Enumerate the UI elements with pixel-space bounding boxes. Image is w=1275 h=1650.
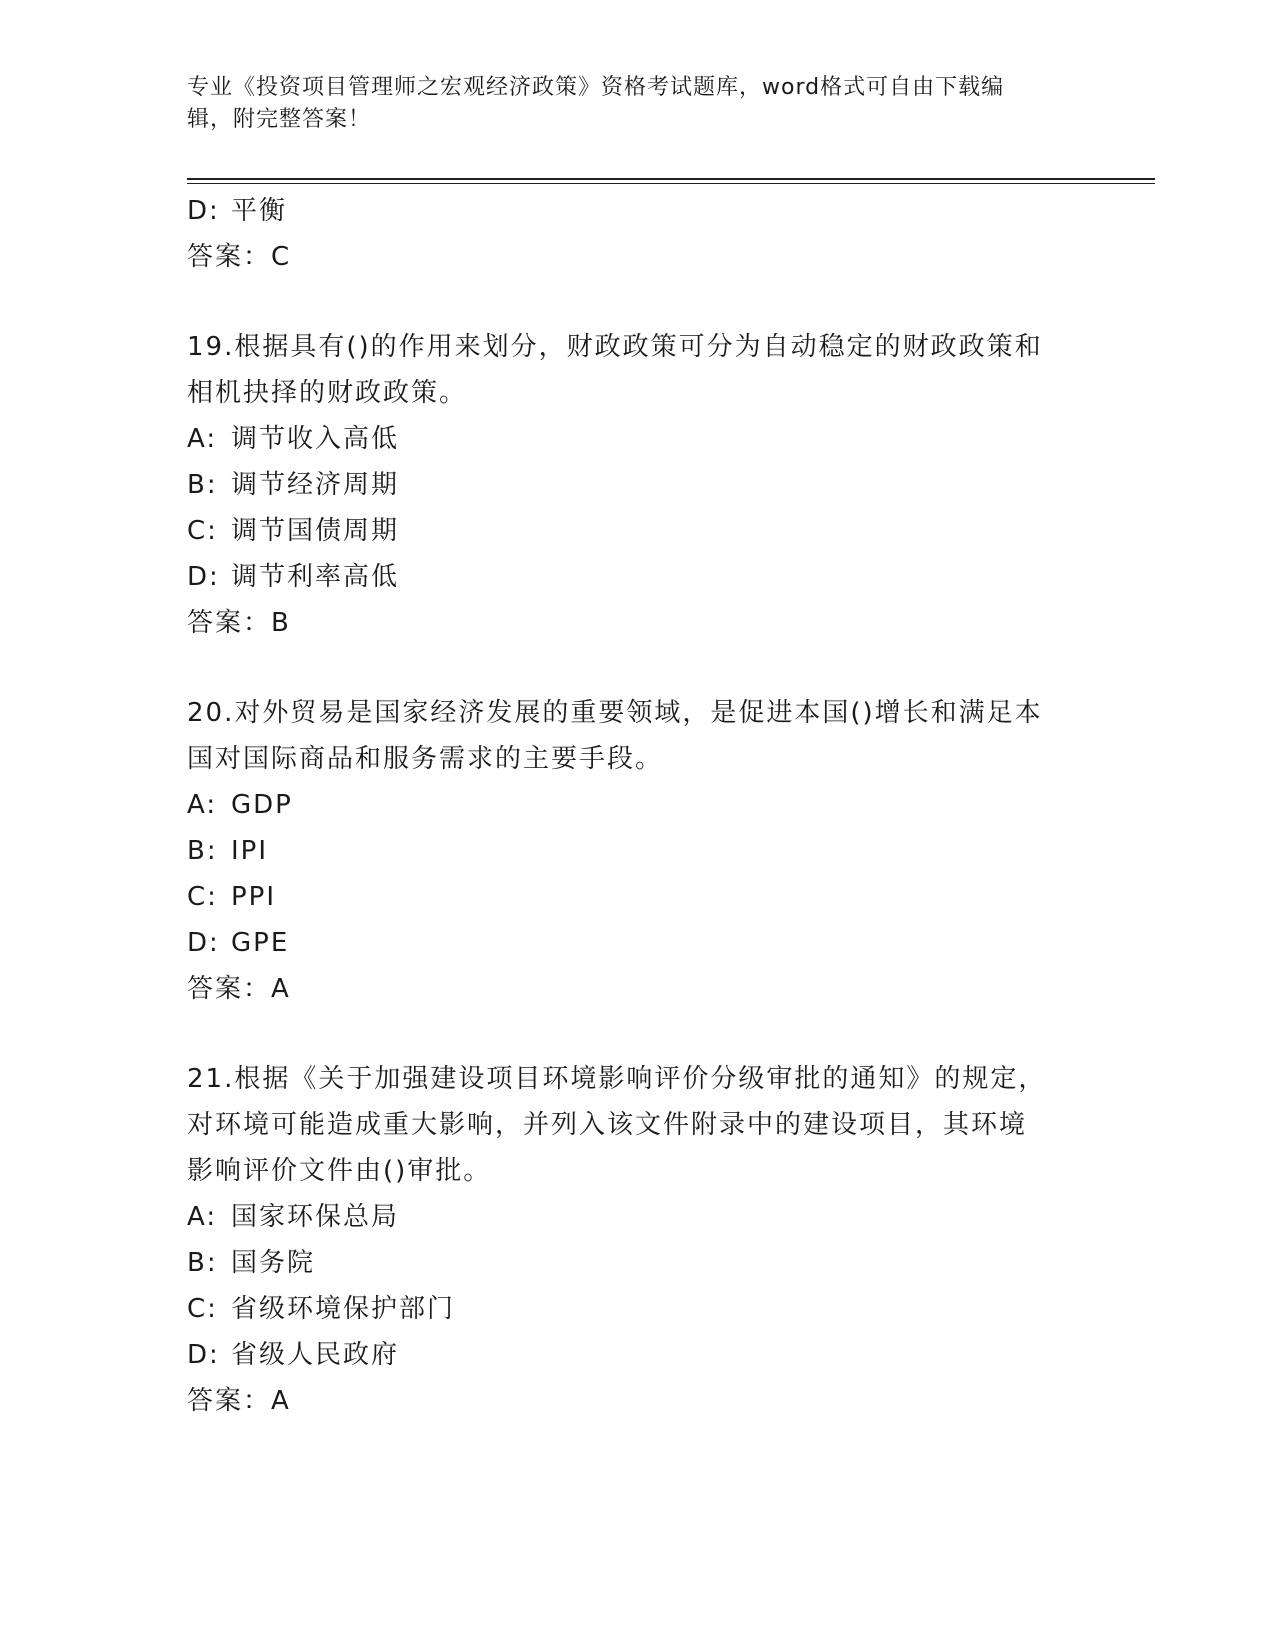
option-text: GPE xyxy=(231,928,290,958)
option-b xyxy=(187,828,1087,874)
question-text-line: 对环境可能造成重大影响，并列入该文件附录中的建设项目，其环境 xyxy=(187,1110,1028,1140)
option-c xyxy=(187,1286,1087,1332)
spacer xyxy=(187,646,1087,690)
header-divider-thick xyxy=(187,178,1155,180)
option-label: B: xyxy=(187,470,218,500)
option-label: D: xyxy=(187,928,220,958)
option-text: PPI xyxy=(231,882,277,912)
option-label: B: xyxy=(187,836,218,866)
option-text: 省级环境保护部门 xyxy=(231,1294,456,1324)
header-line-2: 辑，附完整答案！ xyxy=(187,107,372,132)
option-label: D: xyxy=(187,562,220,592)
option-text: 调节经济周期 xyxy=(231,470,400,500)
option-d xyxy=(187,188,1087,234)
answer-line: 答案：A xyxy=(187,1386,291,1416)
option-a xyxy=(187,416,1087,462)
option-text: IPI xyxy=(231,836,269,866)
answer-line: 答案：C xyxy=(187,242,292,272)
question-text-line: 国对国际商品和服务需求的主要手段。 xyxy=(187,744,664,774)
question-20 xyxy=(187,690,1087,1012)
option-b xyxy=(187,462,1087,508)
option-d xyxy=(187,554,1087,600)
answer-line: 答案：A xyxy=(187,974,291,1004)
option-a xyxy=(187,1194,1087,1240)
option-label: D: xyxy=(187,196,220,226)
question-text-line: 21.根据《关于加强建设项目环境影响评价分级审批的通知》的规定， xyxy=(187,1064,1047,1094)
question-content xyxy=(187,188,1087,1424)
option-label: B: xyxy=(187,1248,218,1278)
option-label: C: xyxy=(187,882,218,912)
header-line-1: 专业《投资项目管理师之宏观经济政策》资格考试题库，word格式可自由下载编 xyxy=(187,75,1005,100)
option-d xyxy=(187,1332,1087,1378)
option-label: C: xyxy=(187,1294,218,1324)
option-label: A: xyxy=(187,790,218,820)
option-label: A: xyxy=(187,1202,218,1232)
question-text-line: 20.对外贸易是国家经济发展的重要领域，是促进本国()增长和满足本 xyxy=(187,698,1043,728)
option-text: 调节利率高低 xyxy=(231,562,400,592)
option-label: C: xyxy=(187,516,218,546)
question-text-line: 19.根据具有()的作用来划分，财政政策可分为自动稳定的财政政策和 xyxy=(187,332,1043,362)
option-c xyxy=(187,508,1087,554)
question-text-line: 相机抉择的财政政策。 xyxy=(187,378,468,408)
option-text: GDP xyxy=(231,790,293,820)
question-text-line: 影响评价文件由()审批。 xyxy=(187,1156,492,1186)
answer-line: 答案：B xyxy=(187,608,291,638)
option-text: 平衡 xyxy=(231,196,288,226)
question-19 xyxy=(187,324,1087,646)
spacer xyxy=(187,280,1087,324)
option-label: A: xyxy=(187,424,218,454)
option-text: 省级人民政府 xyxy=(231,1340,400,1370)
option-text: 调节国债周期 xyxy=(231,516,400,546)
option-d xyxy=(187,920,1087,966)
option-label: D: xyxy=(187,1340,220,1370)
option-b xyxy=(187,1240,1087,1286)
spacer xyxy=(187,1012,1087,1056)
option-text: 调节收入高低 xyxy=(231,424,400,454)
header-divider-thin xyxy=(187,183,1155,184)
option-text: 国家环保总局 xyxy=(231,1202,400,1232)
option-a xyxy=(187,782,1087,828)
option-text: 国务院 xyxy=(231,1248,316,1278)
option-c xyxy=(187,874,1087,920)
page-header xyxy=(187,72,1067,136)
question-21 xyxy=(187,1056,1087,1424)
prev-question-tail xyxy=(187,188,1087,280)
